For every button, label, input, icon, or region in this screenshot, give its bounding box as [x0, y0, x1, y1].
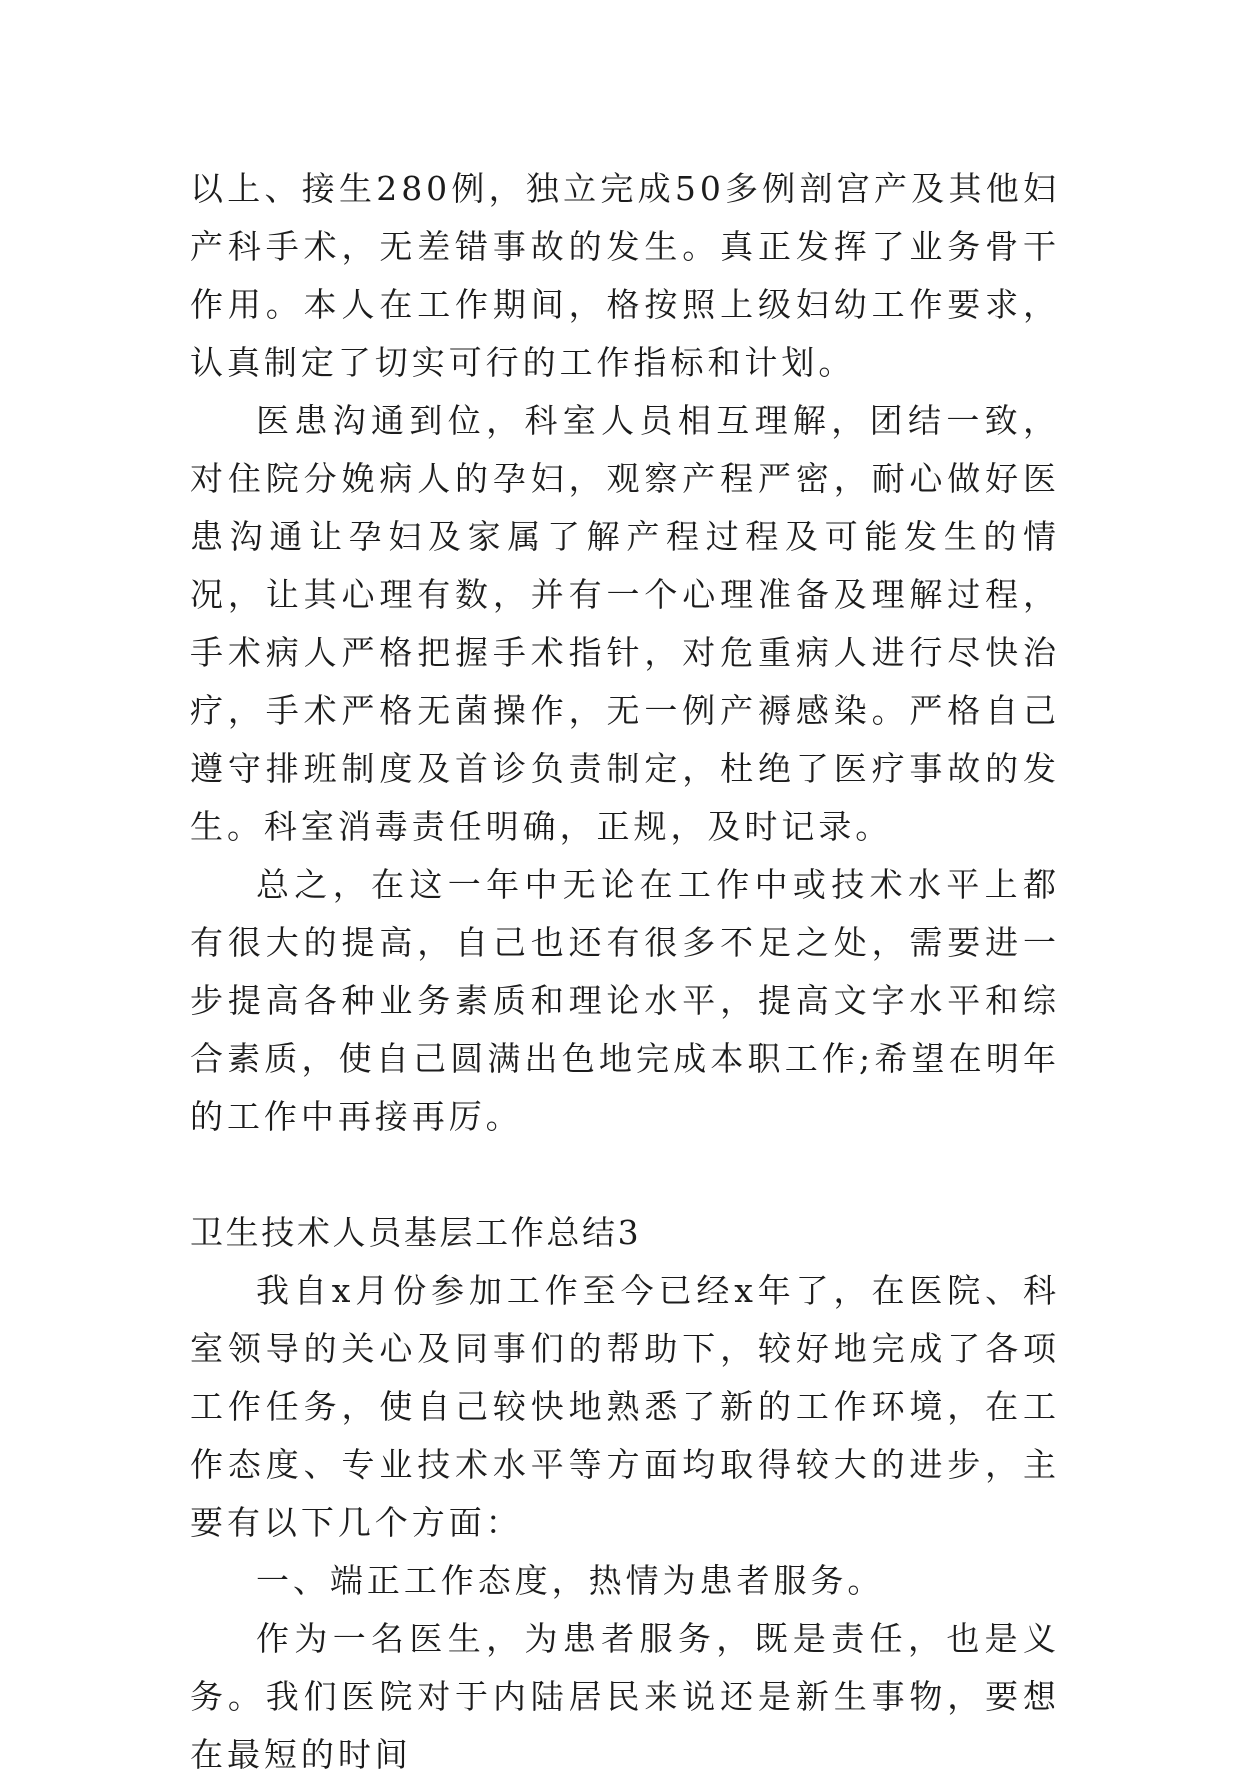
section-paragraph-2: 一、端正工作态度，热情为患者服务。 — [256, 1561, 885, 1600]
section-title: 卫生技术人员基层工作总结3 — [190, 1213, 642, 1252]
paragraph-1: 以上、接生280例，独立完成50多例剖宫产及其他妇产科手术，无差错事故的发生。真正发挥了业务骨干作用。本人在工作期间，格按照上级妇幼工作要求，认真制定了切实可行的工作指标和计划。 — [190, 169, 1060, 382]
section-spacer — [190, 1146, 1060, 1204]
section-paragraph-3: 作为一名医生，为患者服务，既是责任，也是义务。我们医院对于内陆居民来说还是新生事物，要想在最短的时间 — [190, 1619, 1060, 1774]
paragraph-3: 总之，在这一年中无论在工作中或技术水平上都有很大的提高，自己也还有很多不足之处，需要进一步提高各种业务素质和理论水平，提高文字水平和综合素质，使自己圆满出色地完成本职工作;希望在明年的工作中再接再厉。 — [190, 865, 1060, 1136]
document-body — [190, 160, 1060, 1784]
paragraph-2: 医患沟通到位，科室人员相互理解，团结一致，对住院分娩病人的孕妇，观察产程严密，耐心做好医患沟通让孕妇及家属了解产程过程及可能发生的情况，让其心理有数，并有一个心理准备及理解过程，手术病人严格把握手术指针，对危重病人进行尽快治疗，手术严格无菌操作，无一例产褥感染。严格自己遵守排班制度及首诊负责制定，杜绝了医疗事故的发生。科室消毒责任明确，正规，及时记录。 — [190, 401, 1060, 846]
section-paragraph-1: 我自x月份参加工作至今已经x年了，在医院、科室领导的关心及同事们的帮助下，较好地完成了各项工作任务，使自己较快地熟悉了新的工作环境，在工作态度、专业技术水平等方面均取得较大的进步，主要有以下几个方面： — [190, 1271, 1060, 1542]
